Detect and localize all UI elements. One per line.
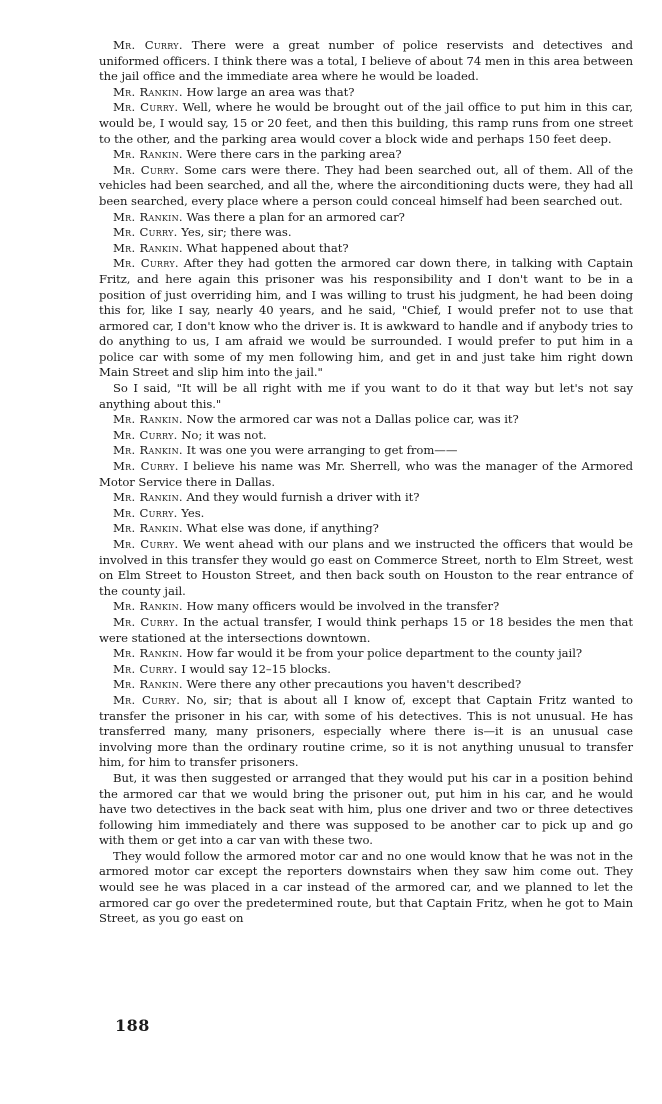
testimony-text: What else was done, if anything?	[182, 521, 379, 536]
testimony-paragraph	[99, 677, 633, 693]
testimony-paragraph	[99, 771, 633, 849]
testimony-paragraph	[99, 381, 633, 412]
testimony-text: There were a great number of police reservists and detectives and uniformed officers. I think there was a total, I believe of about 74 men in this area between the jail office and the immediate area where he would be loaded.	[99, 38, 633, 84]
speaker-name: Mr. Rankin.	[113, 443, 183, 458]
testimony-text: They would follow the armored motor car and no one would know that he was not in the armored motor car except the reporters downstairs when they saw him come out. They would see he was placed in a car instead of the armored car, and we planned to let the armored car go over the predetermined route, but that Captain Fritz, when he got to Main Street, as you go east on	[99, 848, 633, 926]
testimony-paragraph	[99, 412, 633, 428]
speaker-name: Mr. Rankin.	[113, 84, 183, 99]
speaker-name: Mr. Curry.	[113, 537, 179, 551]
speaker-name: Mr. Curry.	[113, 100, 179, 115]
testimony-text: How large an area was that?	[182, 84, 355, 99]
speaker-name: Mr. Rankin.	[113, 490, 183, 505]
testimony-text: Were there any other precautions you haven't described?	[182, 677, 522, 692]
testimony-paragraph	[99, 210, 633, 226]
testimony-text: Now the armored car was not a Dallas police car, was it?	[182, 412, 519, 427]
testimony-text: And they would furnish a driver with it?	[182, 490, 420, 505]
speaker-name: Mr. Curry.	[113, 459, 179, 474]
testimony-paragraph	[99, 506, 633, 522]
testimony-text: But, it was then suggested or arranged that they would put his car in a position behind the armored car that we would bring the prisoner out, put him in his car, and he would have two detectives in the back seat with him, plus one driver and two or three detectives following him immediately and there was supposed to be another car to pick up and go with them or get into a car van with these two.	[99, 770, 633, 848]
testimony-paragraph	[99, 521, 633, 537]
testimony-paragraph	[99, 38, 633, 85]
testimony-text: What happened about that?	[182, 240, 349, 255]
testimony-paragraph	[99, 849, 633, 927]
speaker-name: Mr. Curry.	[113, 661, 178, 676]
speaker-name: Mr. Curry.	[113, 225, 178, 240]
speaker-name: Mr. Rankin.	[113, 412, 183, 427]
testimony-text: How many officers would be involved in the transfer?	[182, 599, 500, 614]
testimony-paragraph	[99, 241, 633, 257]
testimony-paragraph	[99, 662, 633, 678]
testimony-text: It was one you were arranging to get from——	[182, 443, 458, 458]
speaker-name: Mr. Curry.	[113, 614, 179, 629]
page-number: 188	[115, 1016, 150, 1035]
testimony-text: In the actual transfer, I would think perhaps 15 or 18 besides the men that were stationed at the intersections downtown.	[99, 614, 633, 645]
testimony-paragraph	[99, 537, 633, 599]
speaker-name: Mr. Rankin.	[113, 240, 183, 255]
testimony-paragraph	[99, 256, 633, 381]
testimony-text: Were there cars in the parking area?	[182, 147, 402, 162]
speaker-name: Mr. Curry.	[113, 162, 179, 177]
transcript-body	[99, 38, 633, 927]
speaker-name: Mr. Rankin.	[113, 521, 183, 536]
testimony-text: Yes, sir; there was.	[177, 225, 292, 240]
testimony-paragraph	[99, 85, 633, 101]
testimony-paragraph	[99, 599, 633, 615]
testimony-text: Yes.	[177, 505, 205, 520]
testimony-paragraph	[99, 646, 633, 662]
speaker-name: Mr. Curry.	[113, 427, 178, 442]
testimony-text: I would say 12–15 blocks.	[177, 661, 331, 676]
testimony-paragraph	[99, 459, 633, 490]
testimony-paragraph	[99, 443, 633, 459]
testimony-text: How far would it be from your police department to the county jail?	[182, 646, 583, 661]
testimony-paragraph	[99, 490, 633, 506]
testimony-text: Some cars were there. They had been searched out, all of them. All of the vehicles had been searched, and all the, where the airconditioning ducts were, they had all been searched, every place where a person could conceal himself had been searched out.	[99, 162, 633, 208]
speaker-name: Mr. Curry.	[113, 38, 183, 52]
testimony-text: Was there a plan for an armored car?	[182, 209, 405, 224]
testimony-text: I believe his name was Mr. Sherrell, who was the manager of the Armored Motor Service there in Dallas.	[99, 459, 633, 489]
testimony-paragraph	[99, 225, 633, 241]
speaker-name: Mr. Curry.	[113, 692, 181, 707]
testimony-paragraph	[99, 615, 633, 646]
testimony-paragraph	[99, 100, 633, 147]
testimony-paragraph	[99, 428, 633, 444]
testimony-text: We went ahead with our plans and we instructed the officers that would be involved in this transfer they would go east on Commerce Street, north to Elm Street, west on Elm Street to Houston Street, and then back south on Houston to the rear entrance of the county jail.	[99, 537, 633, 598]
speaker-name: Mr. Rankin.	[113, 147, 183, 162]
testimony-text: After they had gotten the armored car down there, in talking with Captain Fritz, and here again this prisoner was his responsibility and I don't want to be in a position of just overriding him, and I was willing to trust his judgment, he had been doing this for, like I say, nearly 40 years, and he said, "Chief, I would prefer not to use that armored car, I don't know who the driver is. It is awkward to handle and if anybody tries to do anything to us, I am afraid we would be surrounded. I would prefer to put him in a police car with some of my men following him, and get in and just take him right down Main Street and slip him into the jail."	[99, 256, 633, 380]
speaker-name: Mr. Rankin.	[113, 209, 183, 224]
speaker-name: Mr. Curry.	[113, 256, 179, 271]
speaker-name: Mr. Rankin.	[113, 599, 183, 614]
testimony-text: No, sir; that is about all I know of, except that Captain Fritz wanted to transfer the prisoner in his car, with some of his detectives. This is not unusual. He has transferred many, many prisoners, especially where there is—it is an unusual case involving more than the ordinary routine crime, so it is not anything unusual to transfer him, for him to transfer prisoners.	[99, 692, 633, 770]
testimony-text: So I said, "It will be all right with me if you want to do it that way but let's not say anything about this."	[99, 381, 633, 411]
speaker-name: Mr. Curry.	[113, 505, 178, 520]
testimony-paragraph	[99, 163, 633, 210]
testimony-paragraph	[99, 147, 633, 163]
testimony-paragraph	[99, 693, 633, 771]
testimony-text: Well, where he would be brought out of the jail office to put him in this car, would be, I would say, 15 or 20 feet, and then this building, this ramp runs from one street to the other, and the parking area would cover a block wide and perhaps 150 feet deep.	[99, 100, 633, 146]
speaker-name: Mr. Rankin.	[113, 677, 183, 692]
speaker-name: Mr. Rankin.	[113, 646, 183, 661]
testimony-text: No; it was not.	[177, 427, 267, 442]
